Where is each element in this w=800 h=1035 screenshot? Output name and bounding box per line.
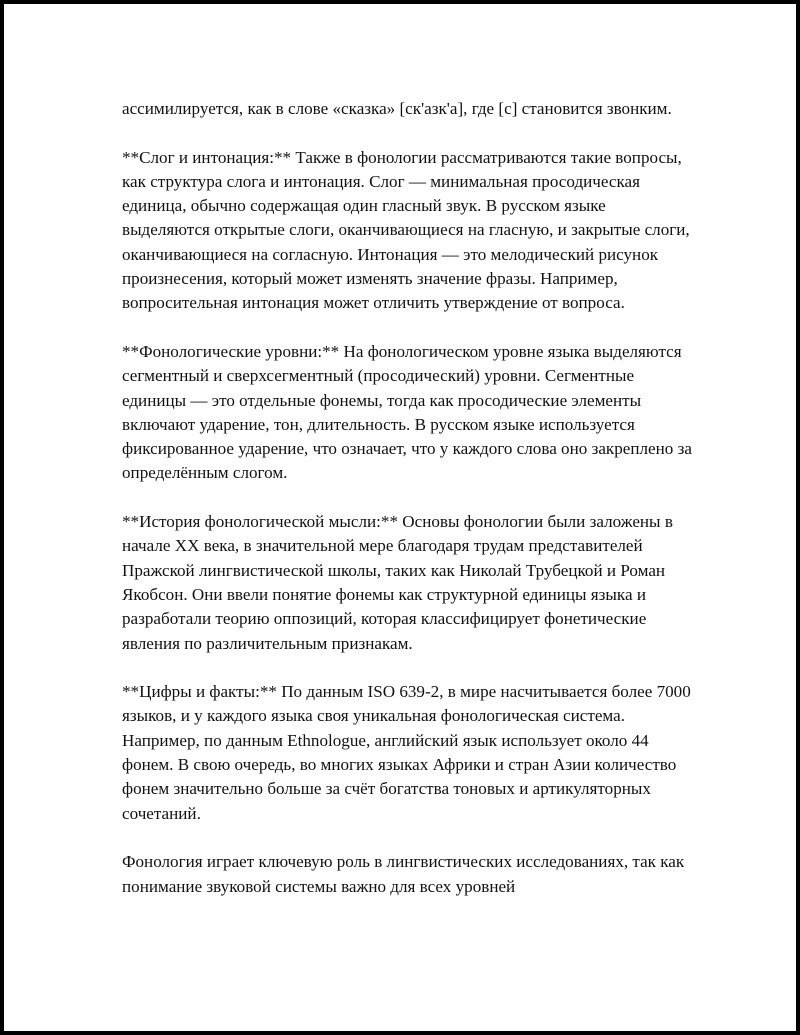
paragraph-syllable-intonation: **Слог и интонация:** Также в фонологии рассматриваются такие вопросы, как структура слога и интонация. Слог — минимальная просодическая единица, обычно содержащая один гласный звук. В русском языке выделяются открытые слоги, оканчивающиеся на гласную, и закрытые слоги, оканчивающиеся на согласную. Интонация — это мелодический рисунок произнесения, который может изменять значение фразы. Например, вопросительная интонация может отличить утверждение от вопроса. <box>122 147 690 313</box>
paragraph-history: **История фонологической мысли:** Основы фонологии были заложены в начале XX века, в значительной мере благодаря трудам представителей Пражской лингвистической школы, таких как Николай Трубецкой и Роман Якобсон. Они ввели понятие фонемы как структурной единицы языка и разработали теорию оппозиций, которая классифицирует фонетические явления по различительным признакам. <box>122 512 673 653</box>
paragraph-facts: **Цифры и факты:** По данным ISO 639-2, в мире насчитывается более 7000 языков, и у каждого языка своя уникальная фонологическая система. Например, по данным Ethnologue, английский язык использует около 44 фонем. В свою очередь, во многих языках Африки и стран Азии количество фонем значительно больше за счёт богатства тоновых и артикуляторных сочетаний. <box>122 682 691 823</box>
paragraph-assimilation: ассимилируется, как в слове «сказка» [ск'азк'а], где [с] становится звонким. <box>122 99 672 118</box>
paragraph-conclusion: Фонология играет ключевую роль в лингвистических исследованиях, так как понимание звуковой системы важно для всех уровней <box>122 852 685 896</box>
document-body <box>122 97 692 923</box>
paragraph-phonological-levels: **Фонологические уровни:** На фонологическом уровне языка выделяются сегментный и сверхсегментный (просодический) уровни. Сегментные единицы — это отдельные фонемы, тогда как просодические элементы включают ударение, тон, длительность. В русском языке используется фиксированное ударение, что означает, что у каждого слова оно закреплено за определённым слогом. <box>122 341 692 483</box>
